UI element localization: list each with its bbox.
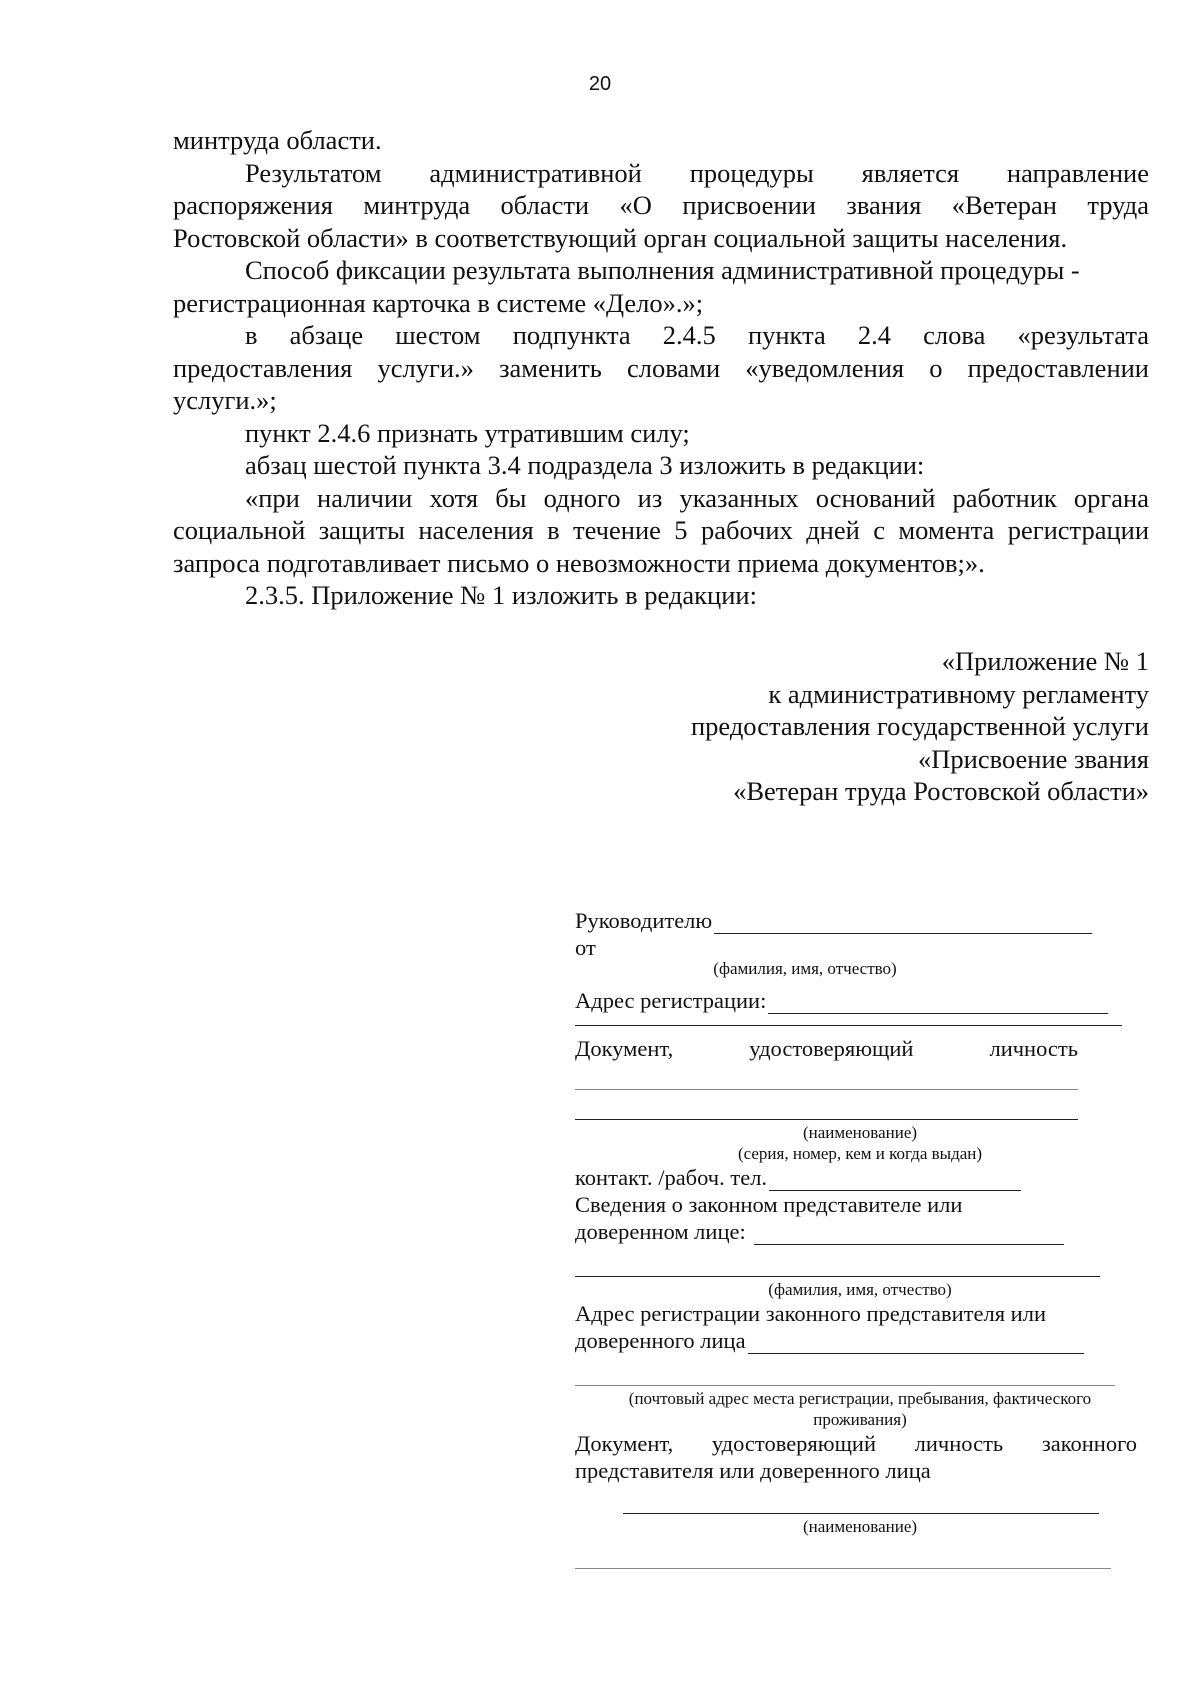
appendix-line-2: к административному регламенту: [768, 678, 1149, 709]
rep-info-line-1: Сведения о законном представителе или: [575, 1192, 963, 1217]
rep-info-label: доверенном лице:: [575, 1219, 746, 1244]
id-document-word-2: удостоверяющий: [749, 1036, 914, 1061]
rep-address-line-2[interactable]: [575, 1384, 1115, 1386]
rep-address-field: [575, 1327, 1135, 1354]
id-document-line-2[interactable]: [575, 1118, 1078, 1120]
paragraph-7-line-3: запроса подготавливает письмо о невозможности приема документов;».: [173, 547, 985, 578]
appendix-line-5: «Ветеран труда Ростовской области»: [733, 776, 1149, 806]
paragraph-4-line-1: в абзаце шестом подпункта 2.4.5 пункта 2.4 слова «результата: [245, 320, 1149, 350]
phone-input-line[interactable]: [769, 1168, 1021, 1191]
body-text: [173, 124, 1149, 612]
id-document-word-1: Документ,: [575, 1036, 674, 1061]
head-label: Руководителю: [575, 908, 713, 933]
series-caption: (серия, номер, кем и когда выдан): [737, 1144, 983, 1163]
head-input-line[interactable]: [714, 911, 1092, 934]
paragraph-2-line-3: Ростовской области» в соответствующий орган социальной защиты населения.: [173, 222, 1068, 253]
rep-document-row: [575, 1430, 1137, 1457]
page-number: 20: [588, 73, 612, 95]
appendix-line-4: «Присвоение звания: [918, 743, 1149, 774]
paragraph-2-line-1: Результатом административной процедуры является направление: [245, 157, 1149, 188]
rep-document-word-4: законного: [1041, 1431, 1137, 1456]
id-document-word-3: личность: [989, 1036, 1078, 1061]
rep-address-input-line[interactable]: [748, 1331, 1084, 1354]
from-label: от: [575, 935, 596, 960]
paragraph-2-line-2: распоряжения минтруда области «О присвоении звания «Ветеран труда: [173, 190, 1149, 220]
appendix-line-3: предоставления государственной услуги: [690, 711, 1149, 741]
address-field: [575, 982, 1135, 1014]
paragraph-4-line-3: услуги.»;: [173, 385, 277, 415]
name-caption: (наименование): [802, 1123, 918, 1142]
rep-document-series-line[interactable]: [575, 1567, 1111, 1569]
phone-label: контакт. /рабоч. тел.: [575, 1165, 768, 1190]
appendix-line-1: «Приложение № 1: [941, 646, 1149, 676]
paragraph-7-line-1: «при наличии хотя бы одного из указанных оснований работник органа: [245, 482, 1149, 513]
rep-address-label: доверенного лица: [575, 1328, 746, 1353]
rep-document-word-1: Документ,: [575, 1431, 674, 1456]
rep-address-line-1: Адрес регистрации законного представителя или: [575, 1301, 1046, 1326]
paragraph-3-line-2: регистрационная карточка в системе «Дело».»;: [173, 287, 704, 318]
id-document-row: [575, 1026, 1078, 1062]
rep-document-word-3: личность: [914, 1431, 1004, 1456]
paragraph-5: пункт 2.4.6 признать утратившим силу;: [245, 417, 690, 448]
rep-info-input-line[interactable]: [754, 1222, 1064, 1245]
rep-fio-line[interactable]: [575, 1275, 1100, 1277]
fio-caption: (фамилия, имя, отчество): [713, 959, 897, 978]
appendix-header: [589, 645, 1149, 808]
rep-document-line-2: представителя или доверенного лица: [575, 1458, 931, 1483]
paragraph-6: абзац шестой пункта 3.4 подраздела 3 изложить в редакции:: [245, 450, 925, 480]
rep-info-field: [575, 1218, 1135, 1245]
paragraph-1: минтруда области.: [173, 125, 382, 155]
address-input-line[interactable]: [768, 991, 1108, 1014]
paragraph-3-line-1: Способ фиксации результата выполнения административной процедуры -: [245, 255, 1080, 285]
rep-fio-caption: (фамилия, имя, отчество): [768, 1280, 952, 1299]
application-form: [575, 904, 1135, 1569]
postal-caption-line-1: (почтовый адрес места регистрации, пребывания, фактического: [628, 1389, 1092, 1408]
paragraph-7-line-2: социальной защиты населения в течение 5 рабочих дней с момента регистрации: [173, 515, 1149, 545]
head-field: [575, 904, 1135, 934]
paragraph-4-line-2: предоставления услуги.» заменить словами «уведомления о предоставлении: [173, 352, 1149, 383]
postal-caption-line-2: проживания): [813, 1410, 907, 1429]
rep-document-word-2: удостоверяющий: [711, 1431, 877, 1456]
rep-name-caption: (наименование): [802, 1517, 918, 1536]
rep-document-name-line[interactable]: [623, 1512, 1099, 1514]
phone-field: [575, 1164, 1135, 1191]
paragraph-8: 2.3.5. Приложение № 1 изложить в редакции:: [245, 580, 757, 610]
address-label: Адрес регистрации:: [575, 988, 767, 1013]
